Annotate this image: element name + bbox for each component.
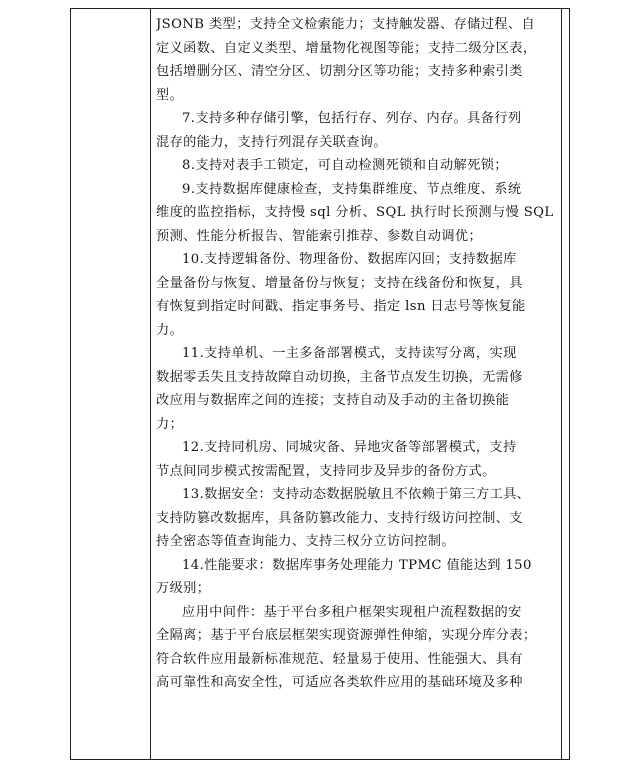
text-line: 10.支持逻辑备份、物理备份、数据库闪回；支持数据库 bbox=[182, 252, 517, 267]
left-column-divider bbox=[150, 9, 151, 759]
text-line: 13.数据安全：支持动态数据脱敏且不依赖于第三方工具、 bbox=[182, 487, 531, 502]
text-line: 支持防篡改数据库，具备防篡改能力、支持行级访问控制、支 bbox=[156, 510, 523, 526]
text-line: 型。 bbox=[156, 87, 184, 103]
text-line: 维度的监控指标，支持慢 sql 分析、SQL 执行时长预测与慢 SQL bbox=[156, 205, 554, 220]
text-line: 改应用与数据库之间的连接；支持自动及手动的主备切换能 bbox=[156, 393, 510, 408]
text-line: 节点间同步模式按需配置，支持同步及异步的备份方式。 bbox=[156, 463, 496, 479]
text-line: 14.性能要求：数据库事务处理能力 TPMC 值能达到 150 bbox=[182, 557, 532, 573]
text-line: 力； bbox=[156, 416, 184, 432]
text-line: 全隔离；基于平台底层框架实现资源弹性伸缩，实现分库分表； bbox=[156, 628, 537, 643]
text-line: 高可靠性和高安全性，可适应各类软件应用的基础环境及多种 bbox=[156, 675, 523, 690]
spec-content-cell bbox=[156, 13, 556, 695]
text-line: 应用中间件：基于平台多租户框架实现租户流程数据的安 bbox=[182, 604, 522, 620]
text-line: 7.支持多种存储引擎，包括行存、列存、内存。具备行列 bbox=[182, 111, 522, 126]
text-line: 12.支持同机房、同城灾备、异地灾备等部署模式，支持 bbox=[182, 440, 517, 455]
right-column-divider bbox=[561, 9, 562, 759]
text-line: 数据零丢失且支持故障自动切换，主备节点发生切换，无需修 bbox=[156, 369, 523, 385]
text-line: 预测、性能分析报告、智能索引推荐、参数自动调优； bbox=[156, 228, 483, 244]
text-line: 全量备份与恢复、增量备份与恢复；支持在线备份和恢复，具 bbox=[156, 275, 523, 291]
text-line: JSONB 类型；支持全文检索能力；支持触发器、存储过程、自 bbox=[156, 17, 536, 32]
text-line: 9.支持数据库健康检查，支持集群维度、节点维度、系统 bbox=[182, 181, 522, 197]
text-line: 万级别； bbox=[156, 581, 211, 596]
text-line: 包括增删分区、清空分区、切割分区等功能；支持多种索引类 bbox=[156, 64, 523, 79]
text-line: 混存的能力，支持行列混存关联查询。 bbox=[156, 134, 387, 150]
text-line: 11.支持单机、一主多备部署模式，支持读写分离，实现 bbox=[182, 346, 517, 361]
text-line: 有恢复到指定时间戳、指定事务号、指定 lsn 日志号等恢复能 bbox=[156, 299, 526, 314]
text-line: 持全密态等值查询能力、支持三权分立访问控制。 bbox=[156, 534, 455, 549]
text-line: 8.支持对表手工锁定，可自动检测死锁和自动解死锁； bbox=[182, 158, 508, 173]
text-line: 符合软件应用最新标准规范、轻量易于使用、性能强大、具有 bbox=[156, 651, 523, 667]
text-line: 力。 bbox=[156, 322, 184, 338]
text-line: 定义函数、自定义类型、增量物化视图等能；支持二级分区表， bbox=[156, 40, 537, 56]
spec-table bbox=[70, 8, 570, 760]
